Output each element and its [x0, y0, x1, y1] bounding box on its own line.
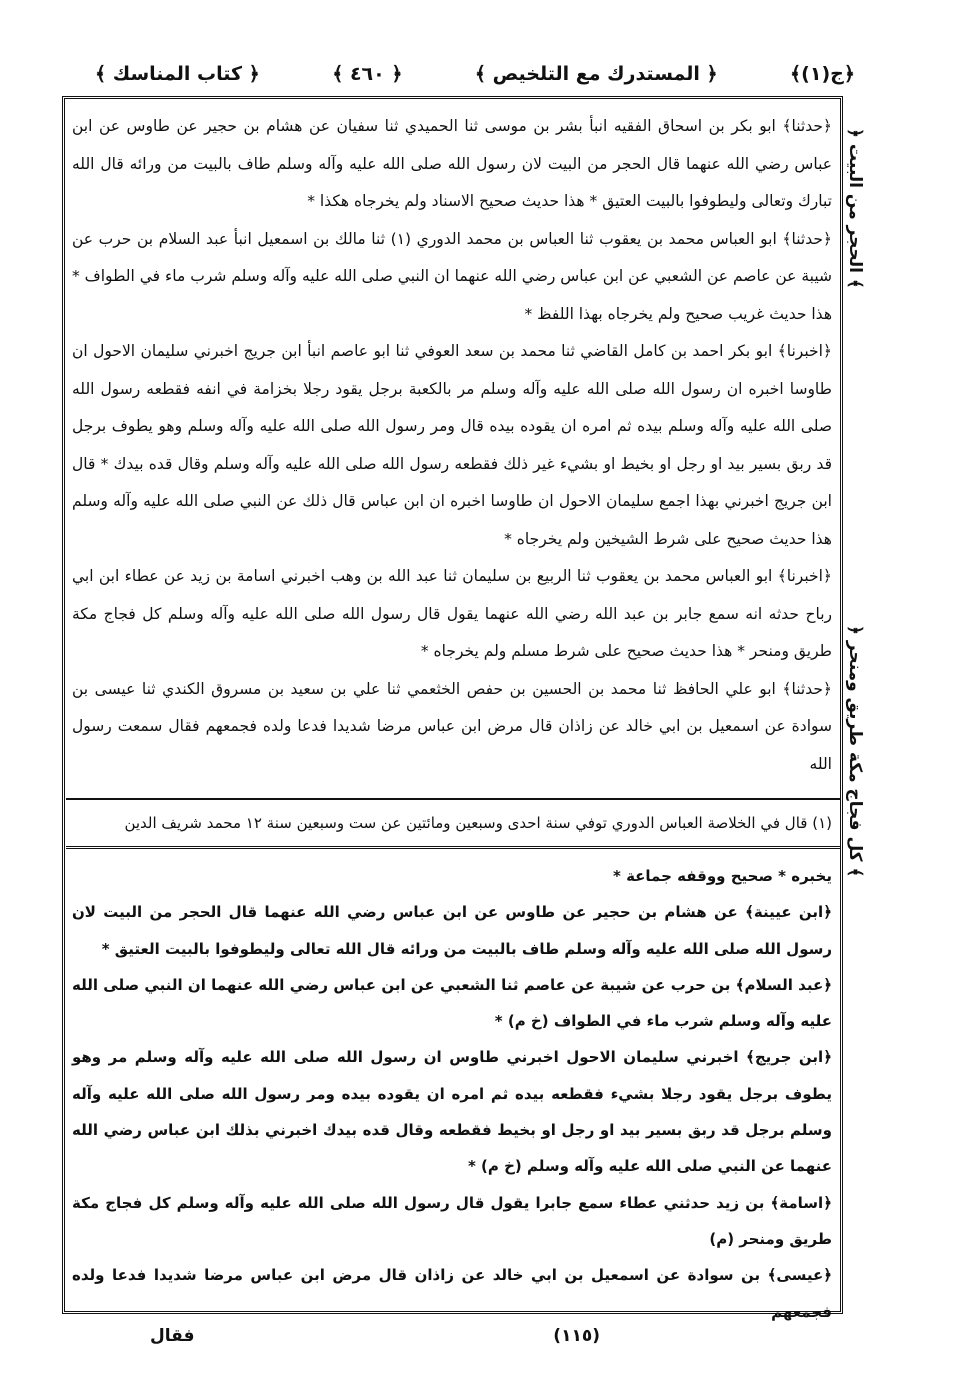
summary-paragraph: ﴿ابن جريج﴾ اخبرني سليمان الاحول اخبرني طاوس ان رسول الله صلى الله عليه وآله وسلم مر وهو يطوف برجل يقود رجلا بشيء فقطعه بيده ثم امره ان يقوده بيده ومر رسول الله صلى الله عليه وآله وسلم برجل قد ربق بسير بيد او رجل او بخيط فقطعه وقال قده بيدك اخبرني بذلك ابن عباس رضي الله عنهما عن النبي صلى الله عليه وآله وسلم (خ م) *: [72, 1048, 832, 1176]
chapter-title: ﴿ كتاب المناسك ﴾: [95, 63, 260, 85]
sheet-number: (١١٥): [553, 1326, 600, 1346]
summary-divider: [66, 846, 840, 849]
hadith-paragraph: ﴿حدثنا﴾ ابو بكر بن اسحاق الفقيه انبأ بشر بن موسى ثنا الحميدي ثنا سفيان عن هشام بن حجير عن طاوس عن ابن عباس رضي الله عنهما قال الحجر من البيت لان رسول الله صلى الله عليه وآله وسلم طاف بالبيت من ورائه قال الله تبارك وتعالى وليطوفوا بالبيت العتيق * هذا حديث صحيح الاسناد ولم يخرجاه هكذا *: [72, 117, 832, 210]
volume-label: ﴿ج(١)﴾: [790, 63, 855, 85]
margin-note: ﴿ كل فجاج مكة طريق ومنحر ﴾: [845, 625, 865, 878]
margin-note: ﴿ الحجر من البيت ﴾: [845, 128, 865, 289]
catchword: فقال: [150, 1326, 195, 1346]
footnote: (١) قال في الخلاصة العباس الدوري توفي سنة احدى وسبعين ومائتين عن ست وسبعين سنة ١٢ محمد شريف الدين: [124, 814, 832, 832]
hadith-paragraph: ﴿حدثنا﴾ ابو علي الحافظ ثنا محمد بن الحسين بن حفص الخثعمي ثنا علي بن سعيد بن مسروق الكندي ثنا عيسى بن سوادة عن اسمعيل بن ابي خالد عن زاذان قال مرض ابن عباس مرضا شديدا فدعا ولده فجمعهم فقال سمعت رسول الله: [72, 679, 832, 773]
hadith-paragraph: ﴿حدثنا﴾ ابو العباس محمد بن يعقوب ثنا العباس بن محمد الدوري (١) ثنا مالك بن اسمعيل انبأ عبد السلام بن حرب عن شيبة عن عاصم عن الشعبي عن ابن عباس رضي الله عنهما ان النبي صلى الله عليه وآله وسلم شرب ماء في الطواف * هذا حديث غريب صحيح ولم يخرجاه بهذا اللفظ *: [72, 229, 832, 323]
main-text-block: [72, 108, 832, 784]
summary-paragraph: ﴿اسامة﴾ بن زيد حدثني عطاء سمع جابرا يقول قال رسول الله صلى الله عليه وآله وسلم كل فجاج مكة طريق ومنحر (م): [72, 1193, 832, 1248]
hadith-paragraph: ﴿اخبرنا﴾ ابو العباس محمد بن يعقوب ثنا الربيع بن سليمان ثنا عبد الله بن وهب اخبرني اسامة بن زيد عن عطاء ابن ابي رباح حدثه انه سمع جابر بن عبد الله رضي الله عنهما يقول قال رسول الله صلى الله عليه وآله وسلم كل فجاج مكة طريق ومنحر * هذا حديث صحيح على شرط مسلم ولم يخرجاه *: [72, 567, 832, 660]
summary-paragraph: ﴿عبد السلام﴾ بن حرب عن شيبة عن عاصم ثنا الشعبي عن ابن عباس رضي الله عنهما ان النبي صلى الله عليه وآله وسلم شرب ماء في الطواف (خ م) *: [72, 975, 832, 1031]
page-number: ﴿ ٤٦٠ ﴾: [332, 63, 403, 85]
footnote-divider: [66, 798, 840, 800]
talkhis-summary-block: [72, 858, 832, 1321]
book-title: ﴿ المستدرك مع التلخيص ﴾: [474, 63, 718, 85]
page-header: [95, 56, 855, 92]
page-footer: [150, 1326, 600, 1356]
summary-paragraph: ﴿ابن عيينة﴾ عن هشام بن حجير عن طاوس عن ابن عباس رضي الله عنهما قال الحجر من البيت لان رسول الله صلى الله عليه وآله وسلم طاف بالبيت من ورائه قال الله تعالى وليطوفوا بالبيت العتيق *: [72, 903, 832, 958]
summary-paragraph: يخبره * صحيح ووقفه جماعة *: [613, 867, 832, 885]
hadith-paragraph: ﴿اخبرنا﴾ ابو بكر احمد بن كامل القاضي ثنا محمد بن سعد العوفي ثنا ابو عاصم انبأ ابن جريج اخبرني سليمان الاحول ان طاوسا اخبره ان رسول الله صلى الله عليه وآله وسلم مر بالكعبة برجل يقود رجلا بخزامة في انفه فقطعه رسول الله صلى الله عليه وآله وسلم بيده ثم امره ان يقوده بيده قال ومر رسول الله صلى الله عليه وآله وسلم وهو يطوف برجل قد ربق بسير بيد او رجل او بخيط او بشيء غير ذلك فقطعه رسول الله صلى الله عليه وآله وسلم وقال قده بيدك * قال ابن جريج اخبرني بهذا اجمع سليمان الاحول ان طاوسا اخبره ان ابن عباس قال ذلك عن النبي صلى الله عليه وآله وسلم هذا حديث صحيح على شرط الشيخين ولم يخرجاه *: [72, 342, 832, 548]
summary-paragraph: ﴿عيسى﴾ بن سوادة عن اسمعيل بن ابي خالد عن زاذان قال مرض ابن عباس مرضا شديدا فدعا ولده فجمعهم: [72, 1266, 832, 1321]
